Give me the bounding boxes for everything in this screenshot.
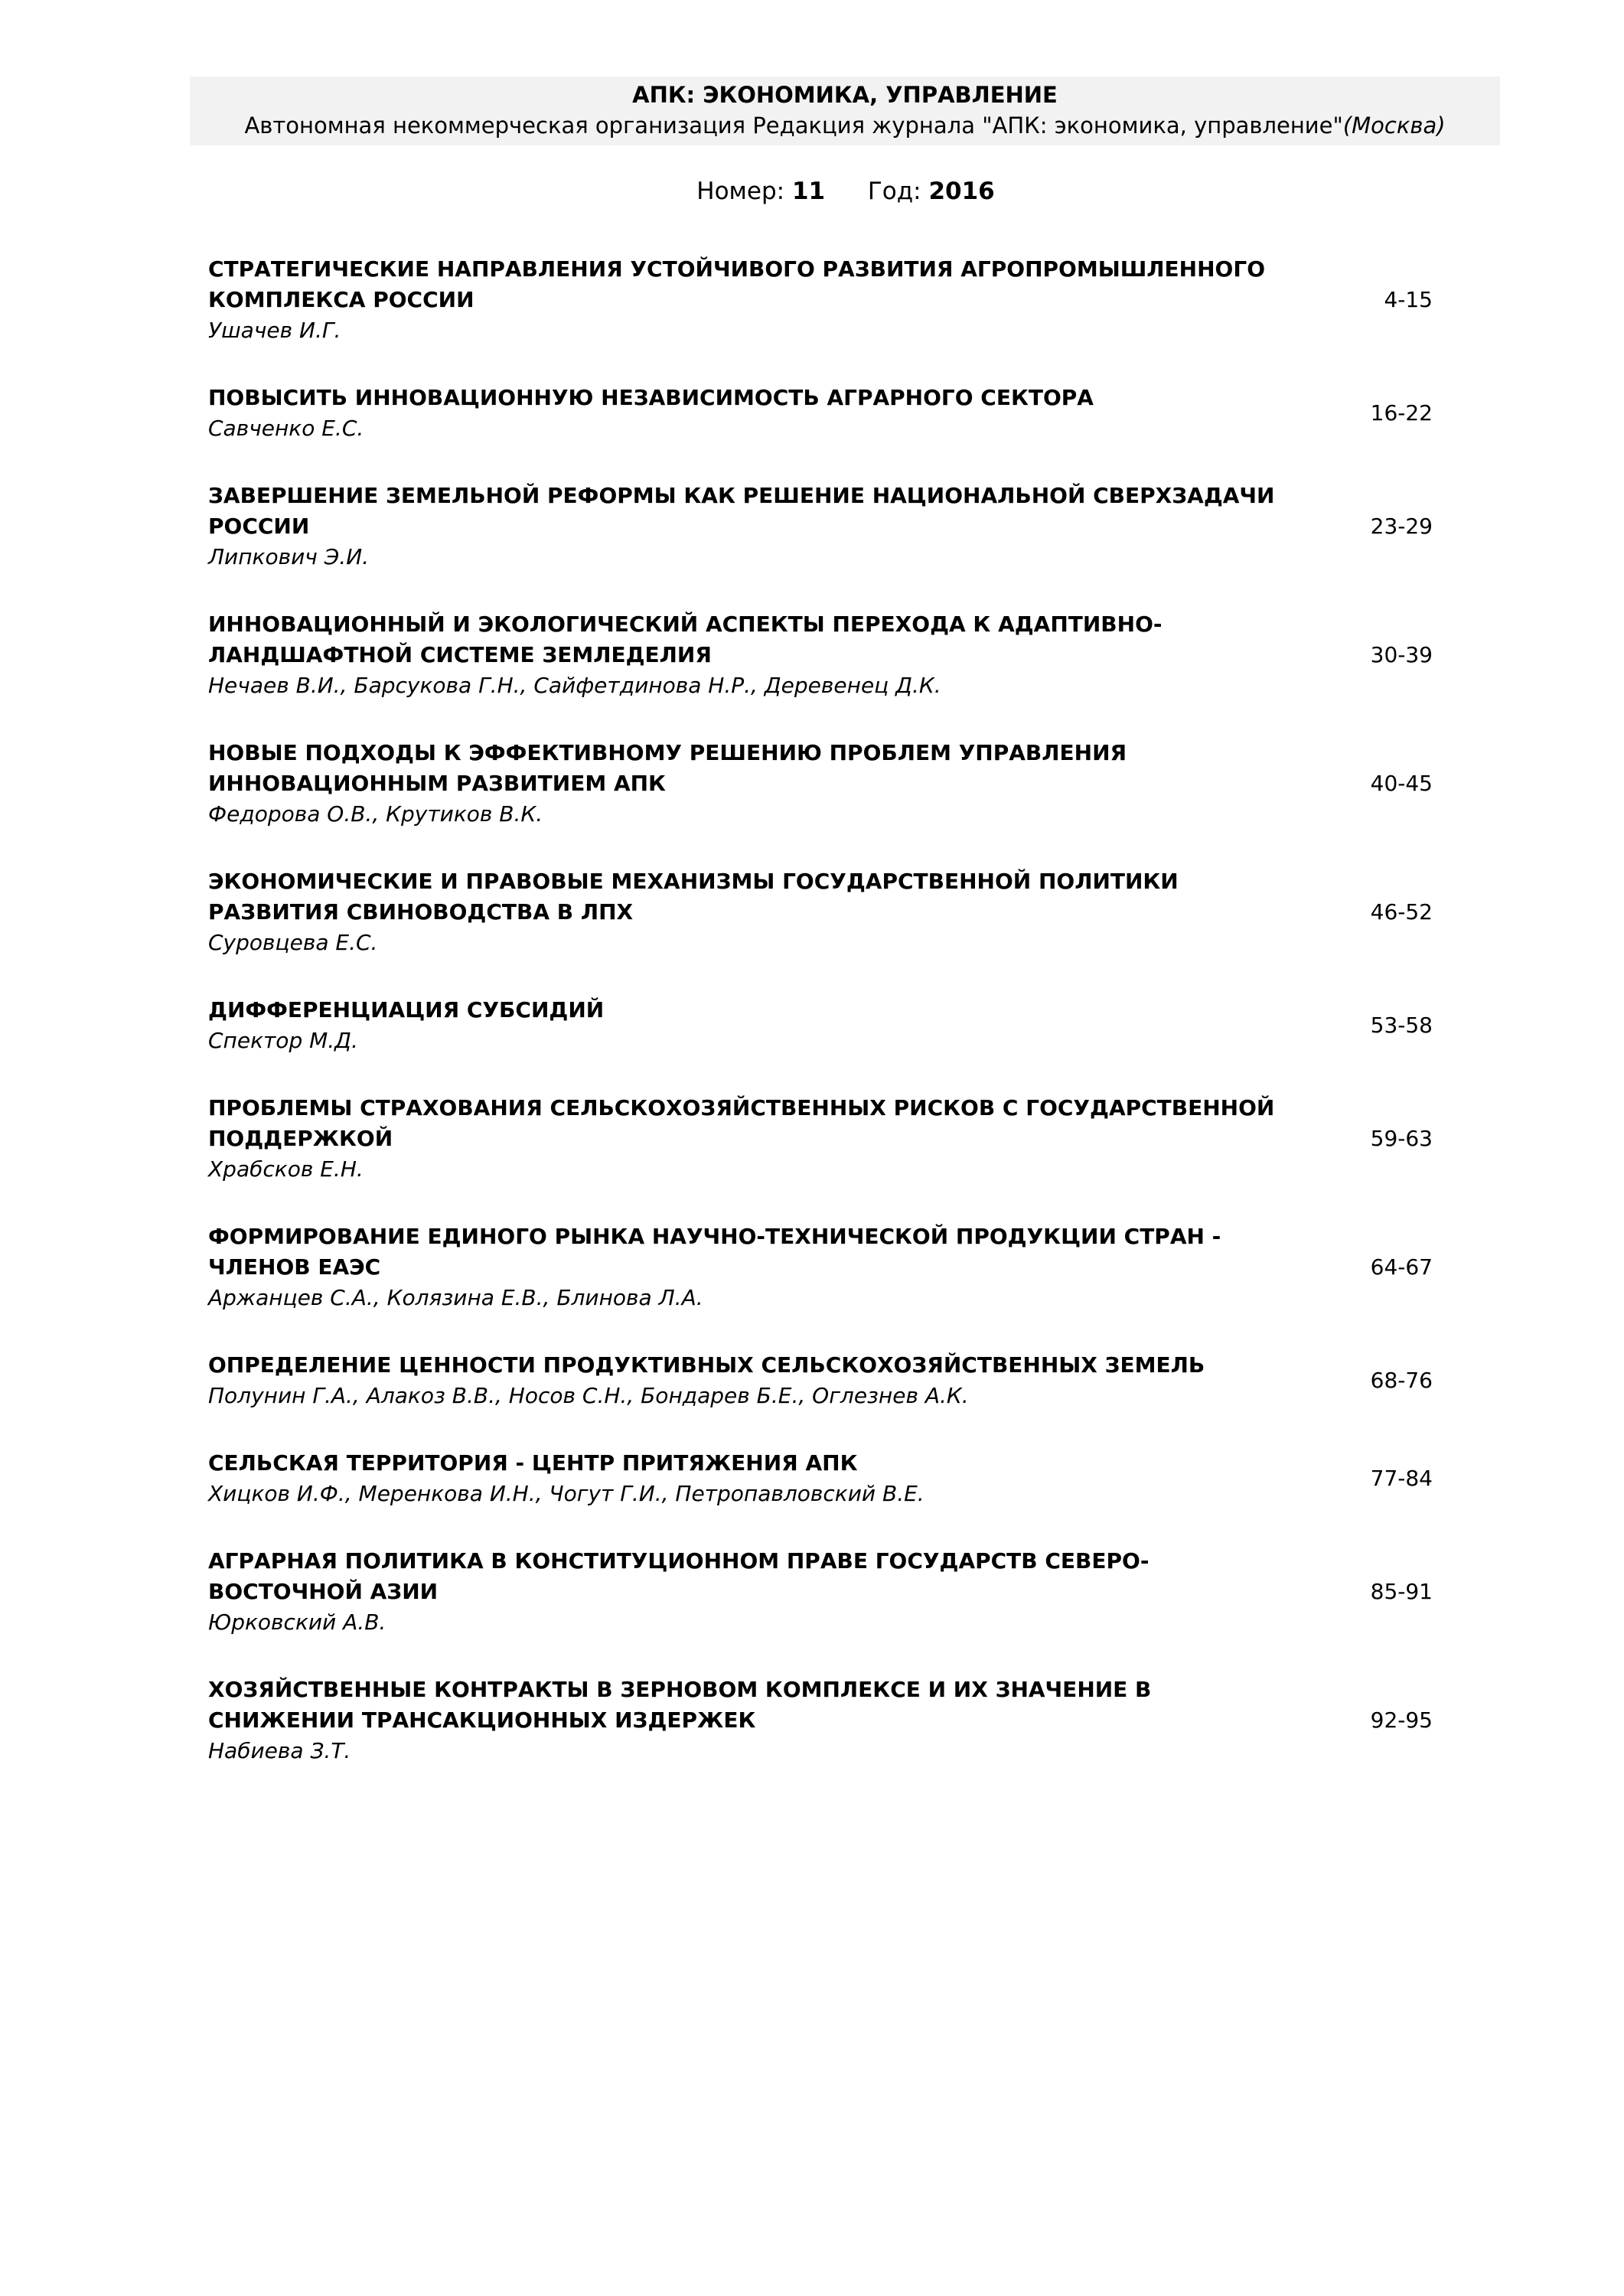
issue-number: 11 [791, 178, 826, 205]
article-entry [208, 383, 1433, 444]
article-authors: Савченко Е.С. [208, 416, 364, 441]
article-authors: Набиева З.Т. [208, 1738, 351, 1763]
article-pages: 30-39 [1370, 642, 1433, 667]
article-title[interactable]: АГРАРНАЯ ПОЛИТИКА В КОНСТИТУЦИОННОМ ПРАВЕ ГОСУДАРСТВ СЕВЕРО-ВОСТОЧНОЙ АЗИИ [208, 1548, 1150, 1604]
article-pages: 85-91 [1370, 1579, 1433, 1604]
table-of-contents [208, 254, 1433, 1803]
article-pages: 40-45 [1370, 771, 1433, 796]
article-authors: Аржанцев С.А., Колязина Е.В., Блинова Л.А. [208, 1285, 703, 1310]
publisher-name: Автономная некоммерческая организация Редакция журнала "АПК: экономика, управление" [244, 113, 1343, 139]
article-entry [208, 866, 1433, 958]
article-entry [208, 1221, 1433, 1313]
journal-header [190, 77, 1500, 145]
article-entry [208, 1448, 1433, 1509]
article-pages: 16-22 [1370, 400, 1433, 426]
article-title[interactable]: ЗАВЕРШЕНИЕ ЗЕМЕЛЬНОЙ РЕФОРМЫ КАК РЕШЕНИЕ НАЦИОНАЛЬНОЙ СВЕРХЗАДАЧИ РОССИИ [208, 483, 1275, 539]
article-title[interactable]: СТРАТЕГИЧЕСКИЕ НАПРАВЛЕНИЯ УСТОЙЧИВОГО РАЗВИТИЯ АГРОПРОМЫШЛЕННОГО КОМПЛЕКСА РОССИИ [208, 256, 1265, 312]
article-entry [208, 609, 1433, 701]
publisher-city: (Москва) [1342, 113, 1446, 139]
article-entry [208, 738, 1433, 830]
article-pages: 59-63 [1370, 1126, 1433, 1151]
article-title[interactable]: ПОВЫСИТЬ ИННОВАЦИОННУЮ НЕЗАВИСИМОСТЬ АГРАРНОГО СЕКТОРА [208, 385, 1094, 410]
article-entry [208, 1546, 1433, 1638]
article-pages: 53-58 [1370, 1013, 1433, 1038]
article-title[interactable]: ФОРМИРОВАНИЕ ЕДИНОГО РЫНКА НАУЧНО-ТЕХНИЧЕСКОЙ ПРОДУКЦИИ СТРАН - ЧЛЕНОВ ЕАЭС [208, 1224, 1221, 1280]
article-entry [208, 1350, 1433, 1411]
article-title[interactable]: ОПРЕДЕЛЕНИЕ ЦЕННОСТИ ПРОДУКТИВНЫХ СЕЛЬСКОХОЗЯЙСТВЕННЫХ ЗЕМЕЛЬ [208, 1352, 1205, 1378]
article-authors: Суровцева Е.С. [208, 930, 378, 955]
article-entry [208, 1675, 1433, 1766]
article-pages: 92-95 [1370, 1707, 1433, 1733]
article-pages: 64-67 [1370, 1254, 1433, 1280]
article-authors: Храбсков Е.Н. [208, 1156, 364, 1182]
article-authors: Нечаев В.И., Барсукова Г.Н., Сайфетдинова Н.Р., Деревенец Д.К. [208, 673, 941, 698]
article-entry [208, 1093, 1433, 1185]
article-pages: 4-15 [1384, 287, 1433, 312]
issue-number-label: Номер: [696, 178, 785, 205]
publisher-line [190, 110, 1500, 141]
article-title[interactable]: СЕЛЬСКАЯ ТЕРРИТОРИЯ - ЦЕНТР ПРИТЯЖЕНИЯ АПК [208, 1450, 858, 1476]
article-pages: 68-76 [1370, 1368, 1433, 1393]
article-entry [208, 254, 1433, 346]
article-title[interactable]: НОВЫЕ ПОДХОДЫ К ЭФФЕКТИВНОМУ РЕШЕНИЮ ПРОБЛЕМ УПРАВЛЕНИЯ ИННОВАЦИОННЫМ РАЗВИТИЕМ АПК [208, 740, 1127, 796]
article-authors: Юрковский А.В. [208, 1609, 386, 1635]
article-authors: Спектор М.Д. [208, 1028, 358, 1053]
article-entry [208, 481, 1433, 572]
article-title[interactable]: ПРОБЛЕМЫ СТРАХОВАНИЯ СЕЛЬСКОХОЗЯЙСТВЕННЫХ РИСКОВ С ГОСУДАРСТВЕННОЙ ПОДДЕРЖКОЙ [208, 1095, 1275, 1151]
article-authors: Хицков И.Ф., Меренкова И.Н., Чогут Г.И., Петропавловский В.Е. [208, 1481, 925, 1506]
article-entry [208, 995, 1433, 1056]
issue-year: 2016 [928, 178, 995, 205]
article-title[interactable]: ХОЗЯЙСТВЕННЫЕ КОНТРАКТЫ В ЗЕРНОВОМ КОМПЛЕКСЕ И ИХ ЗНАЧЕНИЕ В СНИЖЕНИИ ТРАНСАКЦИОННЫХ ИЗДЕРЖЕК [208, 1677, 1152, 1733]
article-authors: Полунин Г.А., Алакоз В.В., Носов С.Н., Бондарев Б.Е., Оглезнев А.К. [208, 1383, 969, 1408]
journal-title: АПК: ЭКОНОМИКА, УПРАВЛЕНИЕ [632, 82, 1058, 108]
article-authors: Федорова О.В., Крутиков В.К. [208, 801, 543, 827]
article-title[interactable]: ДИФФЕРЕНЦИАЦИЯ СУБСИДИЙ [208, 997, 605, 1022]
article-authors: Липкович Э.И. [208, 544, 370, 569]
article-pages: 77-84 [1370, 1466, 1433, 1491]
issue-info [0, 174, 1624, 208]
issue-year-label: Год: [867, 178, 921, 205]
article-title[interactable]: ЭКОНОМИЧЕСКИЕ И ПРАВОВЫЕ МЕХАНИЗМЫ ГОСУДАРСТВЕННОЙ ПОЛИТИКИ РАЗВИТИЯ СВИНОВОДСТВА В ЛПХ [208, 869, 1179, 925]
article-pages: 46-52 [1370, 899, 1433, 925]
article-authors: Ушачев И.Г. [208, 318, 341, 343]
article-title[interactable]: ИННОВАЦИОННЫЙ И ЭКОЛОГИЧЕСКИЙ АСПЕКТЫ ПЕРЕХОДА К АДАПТИВНО-ЛАНДШАФТНОЙ СИСТЕМЕ ЗЕМЛЕДЕЛИЯ [208, 612, 1163, 667]
article-pages: 23-29 [1370, 514, 1433, 539]
